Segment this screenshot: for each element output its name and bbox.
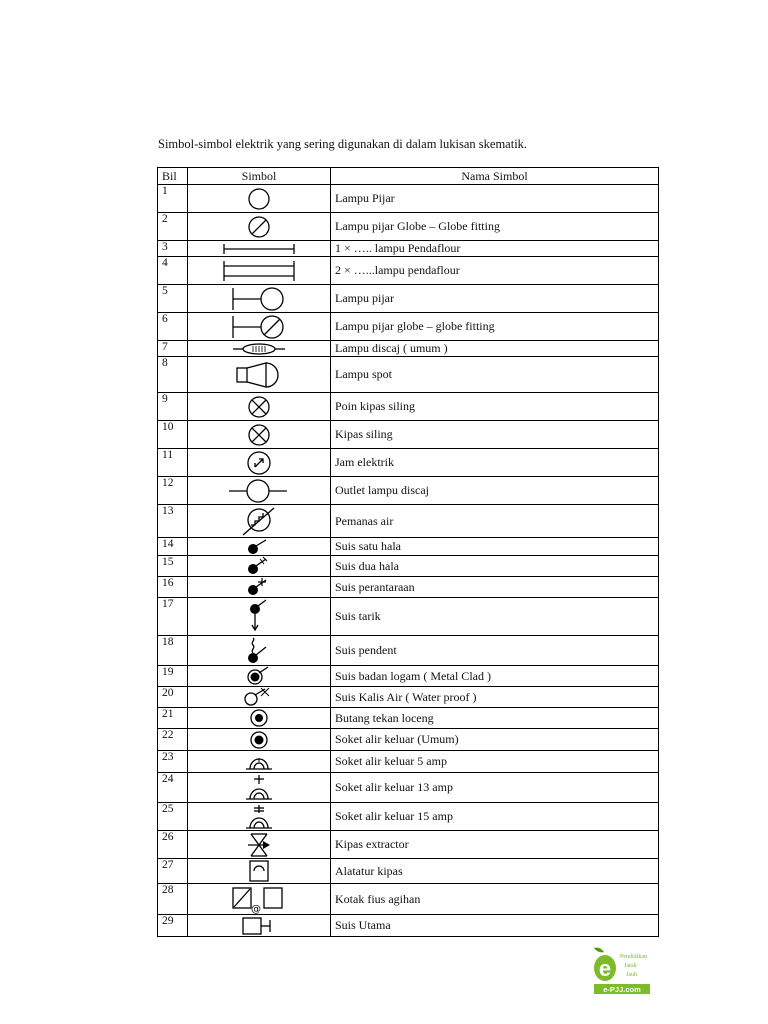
symbol-name: Jam elektrik [331,449,659,477]
table-row [158,185,659,213]
intro-text: Simbol-simbol elektrik yang sering digunakan di dalam lukisan skematik. [158,137,528,151]
discharge-lamp-icon [192,342,326,356]
table-row [158,708,659,729]
row-number: 1 [158,185,188,213]
table-row [158,687,659,708]
symbol-name: Lampu Pijar [331,185,659,213]
symbol-cell [188,577,331,598]
symbol-cell [188,751,331,773]
row-number: 27 [158,859,188,884]
row-number: 16 [158,577,188,598]
symbol-cell [188,341,331,357]
row-number: 4 [158,257,188,285]
symbol-cell [188,538,331,556]
row-number: 28 [158,884,188,915]
wall-globe-lamp-icon [192,314,326,340]
symbol-cell [188,773,331,803]
distribution-box-icon [192,884,326,914]
table-row [158,773,659,803]
symbol-table [157,167,659,937]
row-number: 29 [158,915,188,937]
intermediate-switch-icon [192,577,326,597]
symbol-cell [188,708,331,729]
row-number: 21 [158,708,188,729]
symbol-name: Kipas extractor [331,831,659,859]
symbol-cell [188,477,331,505]
spot-lamp-icon [192,359,326,391]
symbol-name: Suis dua hala [331,556,659,577]
table-row [158,449,659,477]
fan-regulator-icon [192,859,326,883]
symbol-name: Lampu spot [331,357,659,393]
table-row [158,751,659,773]
symbol-name: Suis badan logam ( Metal Clad ) [331,666,659,687]
discharge-outlet-icon [192,478,326,504]
waterproof-switch-icon [192,687,326,707]
pull-switch-icon [192,599,326,635]
row-number: 7 [158,341,188,357]
pendant-switch-icon [192,637,326,665]
symbol-cell [188,505,331,538]
svg-text:e: e [598,956,612,981]
row-number: 17 [158,598,188,636]
symbol-name: Suis satu hala [331,538,659,556]
row-number: 22 [158,729,188,751]
two-way-switch-icon [192,556,326,576]
symbol-name: Poin kipas siling [331,393,659,421]
one-way-switch-icon [192,539,326,555]
row-number: 19 [158,666,188,687]
table-row [158,341,659,357]
row-number: 24 [158,773,188,803]
symbol-name: Suis Utama [331,915,659,937]
extractor-fan-icon [192,832,326,858]
symbol-name: Suis Kalis Air ( Water proof ) [331,687,659,708]
symbol-cell [188,831,331,859]
symbol-name: Kotak fius agihan [331,884,659,915]
circle-lamp-icon [192,186,326,212]
symbol-name: Butang tekan loceng [331,708,659,729]
symbol-cell [188,884,331,915]
table-row [158,257,659,285]
symbol-name: Suis perantaraan [331,577,659,598]
symbol-cell [188,421,331,449]
bell-push-icon [192,708,326,728]
symbol-name: 1 × ….. lampu Pendaflour [331,241,659,257]
symbol-cell [188,449,331,477]
symbol-cell [188,257,331,285]
symbol-cell [188,185,331,213]
table-row [158,556,659,577]
table-row [158,884,659,915]
symbol-name: Lampu pijar [331,285,659,313]
logo-site: e-PJJ.com [603,985,641,994]
double-fluorescent-icon [192,258,326,284]
row-number: 11 [158,449,188,477]
symbol-cell [188,666,331,687]
symbol-name: Soket alir keluar 15 amp [331,803,659,831]
symbol-cell [188,598,331,636]
main-switch-icon [192,916,326,936]
symbol-cell [188,213,331,241]
table-row [158,313,659,341]
row-number: 26 [158,831,188,859]
table-row [158,393,659,421]
row-number: 9 [158,393,188,421]
table-row [158,477,659,505]
header-simbol: Simbol [188,168,331,185]
table-row [158,859,659,884]
table-row [158,357,659,393]
header-bil: Bil [158,168,188,185]
row-number: 6 [158,313,188,341]
symbol-cell [188,915,331,937]
table-row [158,538,659,556]
table-row [158,666,659,687]
logo-line-2: Jarak [624,963,637,969]
symbol-name: Suis pendent [331,636,659,666]
single-fluorescent-icon [192,242,326,256]
row-number: 15 [158,556,188,577]
row-number: 2 [158,213,188,241]
electric-clock-icon [192,450,326,476]
socket-5a-icon [192,752,326,772]
row-number: 13 [158,505,188,538]
logo-line-1: Pendidikan [620,954,647,960]
row-number: 20 [158,687,188,708]
symbol-name: Outlet lampu discaj [331,477,659,505]
symbol-name: Soket alir keluar 5 amp [331,751,659,773]
symbol-name: Lampu pijar Globe – Globe fitting [331,213,659,241]
socket-outlet-icon [192,730,326,750]
table-row [158,285,659,313]
row-number: 23 [158,751,188,773]
row-number: 14 [158,538,188,556]
symbol-name: Alatatur kipas [331,859,659,884]
symbol-name: Pemanas air [331,505,659,538]
globe-lamp-icon [192,214,326,240]
ceiling-fan-icon [192,422,326,448]
logo-line-3: Jauh [626,972,637,978]
symbol-cell [188,393,331,421]
row-number: 12 [158,477,188,505]
row-number: 10 [158,421,188,449]
table-row [158,241,659,257]
symbol-name: Soket alir keluar 13 amp [331,773,659,803]
row-number: 3 [158,241,188,257]
socket-13a-icon [192,774,326,802]
symbol-name: Kipas siling [331,421,659,449]
table-row [158,505,659,538]
table-row [158,803,659,831]
table-row [158,598,659,636]
symbol-cell [188,556,331,577]
table-row [158,915,659,937]
table-header-row [158,168,659,185]
symbol-name: 2 × …...lampu pendaflour [331,257,659,285]
socket-15a-icon [192,804,326,830]
ceiling-fan-point-icon [192,394,326,420]
symbol-cell [188,241,331,257]
table-row [158,421,659,449]
symbol-name: Suis tarik [331,598,659,636]
epjj-logo [590,944,660,996]
row-number: 25 [158,803,188,831]
table-row [158,577,659,598]
table-row [158,213,659,241]
symbol-name: Soket alir keluar (Umum) [331,729,659,751]
table-row [158,831,659,859]
symbol-cell [188,803,331,831]
row-number: 8 [158,357,188,393]
table-row [158,729,659,751]
metal-clad-switch-icon [192,666,326,686]
row-number: 5 [158,285,188,313]
table-row [158,636,659,666]
symbol-cell [188,729,331,751]
symbol-cell [188,636,331,666]
header-nama: Nama Simbol [331,168,659,185]
svg-text:@: @ [251,904,261,914]
wall-lamp-icon [192,286,326,312]
symbol-cell [188,285,331,313]
symbol-cell [188,313,331,341]
symbol-cell [188,859,331,884]
symbol-cell [188,687,331,708]
symbol-name: Lampu pijar globe – globe fitting [331,313,659,341]
row-number: 18 [158,636,188,666]
water-heater-icon [192,505,326,537]
symbol-cell [188,357,331,393]
symbol-name: Lampu discaj ( umum ) [331,341,659,357]
